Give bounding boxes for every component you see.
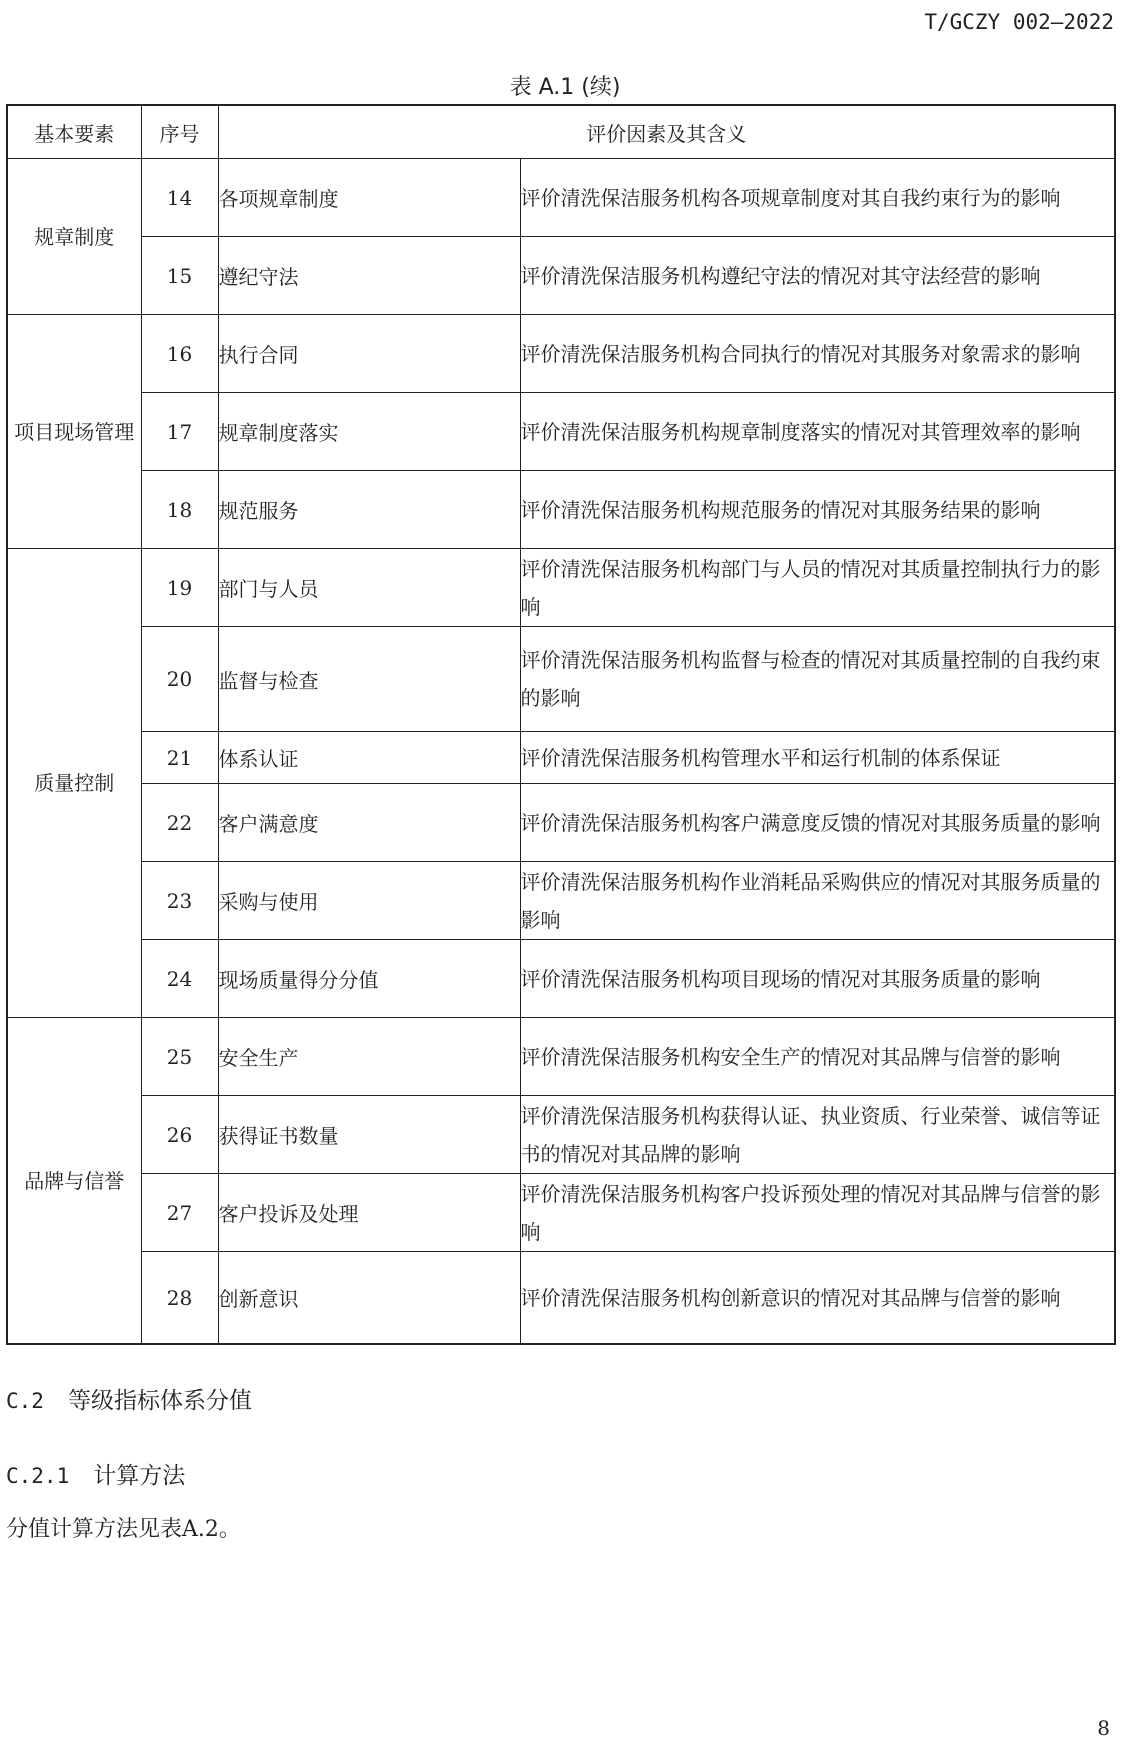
seq-cell: 20 xyxy=(141,627,218,732)
meaning-cell: 评价清洗保洁服务机构客户投诉预处理的情况对其品牌与信誉的影响 xyxy=(520,1174,1115,1252)
table-row xyxy=(7,1252,1115,1345)
table-row xyxy=(7,784,1115,862)
meaning-cell: 评价清洗保洁服务机构作业消耗品采购供应的情况对其服务质量的影响 xyxy=(520,862,1115,940)
seq-cell: 24 xyxy=(141,940,218,1018)
factor-cell: 获得证书数量 xyxy=(218,1096,520,1174)
table-row xyxy=(7,1174,1115,1252)
section-title: 计算方法 xyxy=(93,1463,186,1489)
body-paragraph: 分值计算方法见表A.2。 xyxy=(6,1517,241,1542)
table-caption: 表 A.1 (续) xyxy=(509,75,621,100)
page-number: 8 xyxy=(1097,1716,1110,1740)
meaning-cell: 评价清洗保洁服务机构规范服务的情况对其服务结果的影响 xyxy=(520,471,1115,549)
seq-cell: 19 xyxy=(141,549,218,627)
meaning-cell: 评价清洗保洁服务机构遵纪守法的情况对其守法经营的影响 xyxy=(520,237,1115,315)
meaning-cell: 评价清洗保洁服务机构各项规章制度对其自我约束行为的影响 xyxy=(520,159,1115,237)
factor-cell: 客户满意度 xyxy=(218,784,520,862)
factor-cell: 遵纪守法 xyxy=(218,237,520,315)
factor-cell: 现场质量得分分值 xyxy=(218,940,520,1018)
table-row xyxy=(7,940,1115,1018)
seq-cell: 17 xyxy=(141,393,218,471)
factor-cell: 各项规章制度 xyxy=(218,159,520,237)
factor-cell: 执行合同 xyxy=(218,315,520,393)
table-row xyxy=(7,393,1115,471)
factor-cell: 安全生产 xyxy=(218,1018,520,1096)
table-row xyxy=(7,732,1115,784)
table-row xyxy=(7,627,1115,732)
meaning-cell: 评价清洗保洁服务机构管理水平和运行机制的体系保证 xyxy=(520,732,1115,784)
factor-cell: 创新意识 xyxy=(218,1252,520,1345)
document-code: T/GCZY 002—2022 xyxy=(924,10,1114,34)
meaning-cell: 评价清洗保洁服务机构客户满意度反馈的情况对其服务质量的影响 xyxy=(520,784,1115,862)
section-heading-c21 xyxy=(6,1457,185,1490)
seq-cell: 22 xyxy=(141,784,218,862)
table-row xyxy=(7,159,1115,237)
meaning-cell: 评价清洗保洁服务机构项目现场的情况对其服务质量的影响 xyxy=(520,940,1115,1018)
factor-cell: 客户投诉及处理 xyxy=(218,1174,520,1252)
seq-cell: 16 xyxy=(141,315,218,393)
factor-cell: 规章制度落实 xyxy=(218,393,520,471)
factor-cell: 部门与人员 xyxy=(218,549,520,627)
element-cell: 质量控制 xyxy=(7,549,141,1018)
meaning-cell: 评价清洗保洁服务机构合同执行的情况对其服务对象需求的影响 xyxy=(520,315,1115,393)
factor-cell: 体系认证 xyxy=(218,732,520,784)
factor-cell: 规范服务 xyxy=(218,471,520,549)
element-cell: 品牌与信誉 xyxy=(7,1018,141,1345)
seq-cell: 27 xyxy=(141,1174,218,1252)
seq-cell: 26 xyxy=(141,1096,218,1174)
seq-cell: 14 xyxy=(141,159,218,237)
element-cell: 项目现场管理 xyxy=(7,315,141,549)
table-row xyxy=(7,1096,1115,1174)
section-number: C.2.1 xyxy=(6,1464,70,1488)
meaning-cell: 评价清洗保洁服务机构部门与人员的情况对其质量控制执行力的影响 xyxy=(520,549,1115,627)
meaning-cell: 评价清洗保洁服务机构监督与检查的情况对其质量控制的自我约束的影响 xyxy=(520,627,1115,732)
table-header-row xyxy=(7,105,1115,159)
seq-cell: 23 xyxy=(141,862,218,940)
header-seq: 序号 xyxy=(141,105,218,159)
factor-cell: 监督与检查 xyxy=(218,627,520,732)
seq-cell: 25 xyxy=(141,1018,218,1096)
meaning-cell: 评价清洗保洁服务机构获得认证、执业资质、行业荣誉、诚信等证书的情况对其品牌的影响 xyxy=(520,1096,1115,1174)
meaning-cell: 评价清洗保洁服务机构创新意识的情况对其品牌与信誉的影响 xyxy=(520,1252,1115,1345)
seq-cell: 21 xyxy=(141,732,218,784)
seq-cell: 18 xyxy=(141,471,218,549)
header-factor: 评价因素及其含义 xyxy=(218,105,1115,159)
seq-cell: 28 xyxy=(141,1252,218,1345)
header-element: 基本要素 xyxy=(7,105,141,159)
table-row xyxy=(7,471,1115,549)
table-row xyxy=(7,862,1115,940)
section-heading-c2 xyxy=(6,1382,252,1415)
table-row xyxy=(7,237,1115,315)
seq-cell: 15 xyxy=(141,237,218,315)
table-row xyxy=(7,315,1115,393)
meaning-cell: 评价清洗保洁服务机构规章制度落实的情况对其管理效率的影响 xyxy=(520,393,1115,471)
factor-cell: 采购与使用 xyxy=(218,862,520,940)
evaluation-factor-table xyxy=(6,104,1116,1345)
section-title: 等级指标体系分值 xyxy=(67,1388,252,1414)
table-row xyxy=(7,1018,1115,1096)
section-number: C.2 xyxy=(6,1389,44,1413)
element-cell: 规章制度 xyxy=(7,159,141,315)
meaning-cell: 评价清洗保洁服务机构安全生产的情况对其品牌与信誉的影响 xyxy=(520,1018,1115,1096)
table-row xyxy=(7,549,1115,627)
